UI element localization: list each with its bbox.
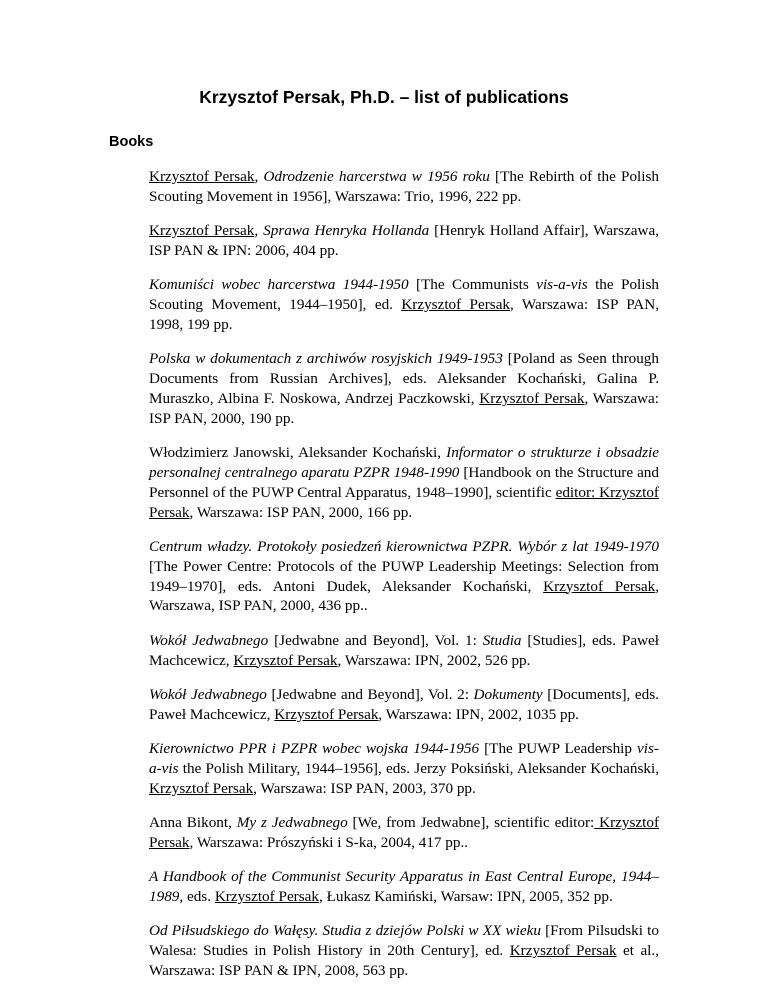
- publication-title: Odrodzenie harcerstwa w 1956 roku: [263, 168, 490, 185]
- author-name: Krzysztof Persak: [233, 651, 338, 669]
- publication-entry: [149, 739, 659, 798]
- publication-entry: [149, 349, 659, 428]
- author-name: Krzysztof Persak: [149, 779, 254, 797]
- publication-entry: [149, 167, 659, 207]
- citation-text: , Warszawa: ISP PAN, 2003, 370 pp.: [253, 779, 476, 797]
- citation-text: et al., Warszawa: ISP PAN & IPN, 2008, 563 pp.: [149, 942, 659, 980]
- citation-text: [Henryk Holland Affair], Warszawa, ISP PAN & IPN: 2006, 404 pp.: [149, 222, 660, 259]
- publication-title: Dokumenty: [473, 685, 543, 703]
- publication-title: Kierownictwo PPR i PZPR wobec wojska 1944-1956: [149, 740, 480, 758]
- publication-title: A Handbook of the Communist Security Apparatus in East Central Europe, 1944–1989: [149, 868, 659, 906]
- citation-text: [The Communists: [408, 276, 537, 294]
- citation-text: , Warszawa: Prószyński i S-ka, 2004, 417 pp..: [189, 833, 469, 851]
- publication-title: Od Piłsudskiego do Wałęsy. Studia z dziejów Polski w XX wieku: [149, 922, 541, 940]
- citation-text: , Warszawa, ISP PAN, 2000, 436 pp..: [149, 577, 660, 615]
- author-name: Krzysztof Persak: [509, 942, 617, 960]
- citation-text: [The Rebirth of the Polish Scouting Movement in 1956], Warszawa: Trio, 1996, 222 pp.: [149, 168, 659, 205]
- publication-entry: [149, 631, 659, 671]
- author-name: Krzysztof Persak: [149, 222, 255, 240]
- author-name: Krzysztof Persak: [149, 814, 660, 851]
- publication-title: Studia: [482, 631, 522, 649]
- publication-entry: [149, 275, 659, 334]
- publication-title: vis-a-vis: [149, 740, 659, 777]
- publication-title: Centrum władzy. Protokoły posiedzeń kierownictwa PZPR. Wybór z lat 1949-1970: [149, 537, 659, 555]
- citation-text: , eds.: [179, 888, 215, 906]
- citation-text: [Jedwabne and Beyond], Vol. 1:: [268, 631, 483, 649]
- publication-entry: [149, 921, 659, 980]
- citation-text: ,: [254, 222, 264, 240]
- citation-text: [Jedwabne and Beyond], Vol. 2:: [266, 685, 474, 703]
- publication-list: [149, 167, 659, 995]
- citation-text: , Warszawa: ISP PAN, 1998, 199 pp.: [149, 296, 659, 333]
- publication-title: Wokół Jedwabnego: [149, 631, 269, 649]
- citation-text: [The PUWP Leadership: [479, 740, 638, 758]
- publication-title: My z Jedwabnego: [236, 814, 348, 832]
- author-name: Krzysztof Persak: [149, 168, 255, 185]
- publication-title: Sprawa Henryka Hollanda: [263, 222, 430, 240]
- citation-text: [We, from Jedwabne], scientific editor:: [347, 814, 595, 832]
- citation-text: the Polish Military, 1944–1956], eds. Jerzy Poksiński, Aleksander Kochański,: [178, 759, 659, 777]
- citation-text: the Polish Scouting Movement, 1944–1950], ed.: [149, 276, 660, 314]
- citation-text: [From Pilsudski to Walesa: Studies in Polish History in 20th Century], ed.: [149, 922, 659, 960]
- citation-text: , Warszawa: IPN, 2002, 526 pp.: [337, 651, 531, 669]
- citation-text: Włodzimierz Janowski, Aleksander Kochański,: [149, 444, 447, 462]
- citation-text: ,: [254, 168, 264, 185]
- section-heading-books: Books: [109, 134, 154, 150]
- publication-title: Polska w dokumentach z archiwów rosyjskich 1949-1953: [149, 350, 503, 368]
- citation-text: Anna Bikont,: [149, 814, 237, 832]
- citation-text: [Poland as Seen through Documents from Russian Archives], eds. Aleksander Kochański, Galina P. Muraszko, Albina F. Noskowa, Andrzej Paczkowski,: [149, 350, 659, 407]
- publication-title: Informator o strukturze i obsadzie personalnej centralnego aparatu PZPR 1948-1990: [149, 444, 659, 481]
- publication-title: Komuniści wobec harcerstwa 1944-1950: [149, 276, 409, 294]
- publication-entry: [149, 443, 659, 522]
- publication-entry: [149, 221, 659, 261]
- author-name: Krzysztof Persak: [543, 577, 656, 595]
- citation-text: , Warszawa: ISP PAN, 2000, 166 pp.: [189, 503, 413, 521]
- citation-text: [The Power Centre: Protocols of the PUWP Leadership Meetings: Selection from 1949–1970], eds. Antoni Dudek, Aleksander Kochański,: [149, 557, 659, 595]
- author-name: editor: Krzysztof Persak: [149, 483, 659, 521]
- author-name: Krzysztof Persak: [401, 296, 511, 314]
- citation-text: , Łukasz Kamiński, Warsaw: IPN, 2005, 352 pp.: [318, 888, 613, 906]
- publication-title: Wokół Jedwabnego: [149, 685, 267, 703]
- publication-title: vis-a-vis: [536, 276, 588, 294]
- author-name: Krzysztof Persak: [274, 705, 379, 723]
- citation-text: , Warszawa: ISP PAN, 2000, 190 pp.: [149, 389, 659, 427]
- publication-entry: [149, 867, 659, 907]
- publication-entry: [149, 537, 659, 616]
- author-name: Krzysztof Persak: [479, 389, 585, 407]
- citation-text: [Studies], eds. Paweł Machcewicz,: [149, 631, 659, 669]
- page-title: Krzysztof Persak, Ph.D. – list of publications: [199, 87, 569, 107]
- publication-entry: [149, 685, 659, 725]
- citation-text: [Handbook on the Structure and Personnel of the PUWP Central Apparatus, 1948–1990], scientific: [149, 463, 659, 501]
- citation-text: , Warszawa: IPN, 2002, 1035 pp.: [378, 705, 579, 723]
- publication-entry: [149, 813, 659, 853]
- citation-text: [Documents], eds. Paweł Machcewicz,: [149, 685, 659, 723]
- author-name: Krzysztof Persak: [214, 888, 319, 906]
